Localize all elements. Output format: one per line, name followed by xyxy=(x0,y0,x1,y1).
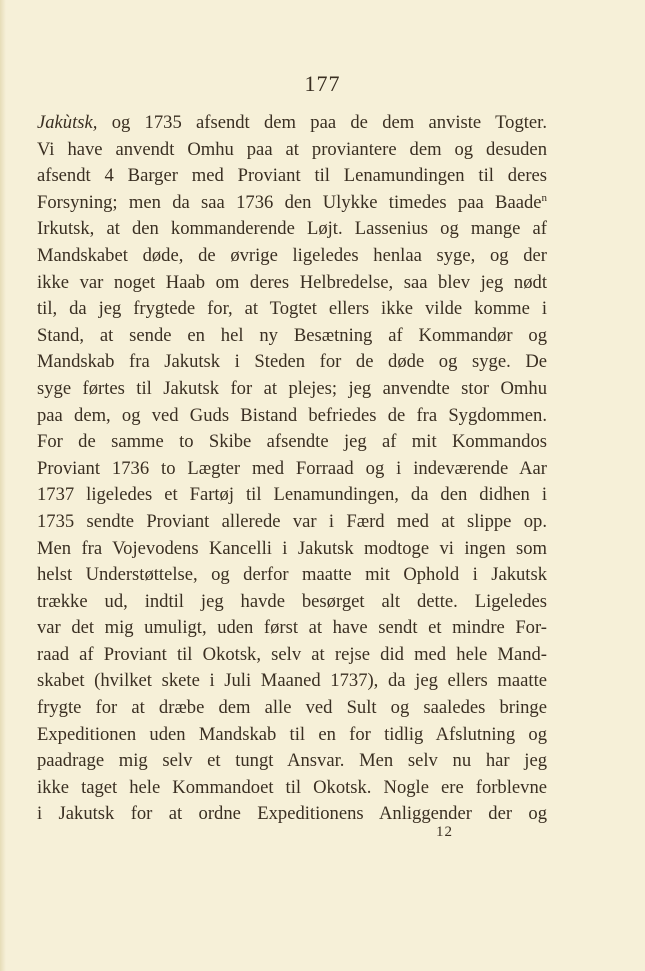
text-line-14: Proviant 1736 to Lægter med Forraad og i indeværende Aar xyxy=(37,457,547,479)
text-line-7: ikke var noget Haab om deres Helbredelse, saa blev jeg nødt xyxy=(37,271,547,293)
text-line-25: paadrage mig selv et tungt Ansvar. Men selv nu har jeg xyxy=(37,750,547,772)
superscript-n: n xyxy=(541,191,547,204)
text-line-27: i Jakutsk for at ordne Expeditionens Anliggender der og xyxy=(37,803,547,825)
page-edge xyxy=(0,0,6,971)
text-line-1 xyxy=(37,110,547,137)
text-line-5: Irkutsk, at den kommanderende Løjt. Lassenius og mange af xyxy=(37,218,547,240)
text-line-1-rest: og 1735 afsendt dem paa de dem anviste Togter. xyxy=(111,112,547,133)
place-name-italic: Jakùtsk, xyxy=(37,112,98,133)
text-line-21: raad af Proviant til Okotsk, selv at rejse did med hele Mand- xyxy=(37,643,547,665)
text-line-2: Vi have anvendt Omhu paa at proviantere dem og desuden xyxy=(37,138,547,160)
text-line-12: paa dem, og ved Guds Bistand befriedes de fra Sygdommen. xyxy=(37,404,547,426)
text-line-9: Stand, at sende en hel ny Besætning af Kommandør og xyxy=(37,324,547,346)
text-line-23: frygte for at dræbe dem alle ved Sult og saaledes bringe xyxy=(37,697,547,719)
text-line-15: 1737 ligeledes et Fartøj til Lenamundingen, da den didhen i xyxy=(37,484,547,506)
text-line-26: ikke taget hele Kommandoet til Okotsk. Nogle ere forblevne xyxy=(37,776,547,798)
text-line-18: helst Understøttelse, og derfor maatte mit Ophold i Jakutsk xyxy=(37,564,547,586)
text-line-17: Men fra Vojevodens Kancelli i Jakutsk modtoge vi ingen som xyxy=(37,537,547,559)
text-line-6: Mandskabet døde, de øvrige ligeledes henlaa syge, og der xyxy=(37,244,547,266)
text-line-20: var det mig umuligt, uden først at have sendt et mindre For- xyxy=(37,617,547,639)
text-line-22: skabet (hvilket skete i Juli Maaned 1737), da jeg ellers maatte xyxy=(37,670,547,692)
text-line-11: syge førtes til Jakutsk for at plejes; jeg anvendte stor Omhu xyxy=(37,377,547,399)
text-line-8: til, da jeg frygtede for, at Togtet ellers ikke vilde komme i xyxy=(37,298,547,320)
text-line-16: 1735 sendte Proviant allerede var i Færd med at slippe op. xyxy=(37,510,547,532)
text-line-3: afsendt 4 Barger med Proviant til Lenamundingen til deres xyxy=(37,165,547,187)
text-line-4 xyxy=(37,190,547,217)
text-line-10: Mandskab fra Jakutsk i Steden for de døde og syge. De xyxy=(37,351,547,373)
text-line-24: Expeditionen uden Mandskab til en for tidlig Afslutning og xyxy=(37,723,547,745)
text-line-4-main: Forsyning; men da saa 1736 den Ulykke timedes paa Baade xyxy=(37,191,542,213)
page-number: 177 xyxy=(304,71,341,96)
text-line-13: For de samme to Skibe afsendte jeg af mit Kommandos xyxy=(37,431,547,453)
text-line-19: trække ud, indtil jeg havde besørget alt dette. Ligeledes xyxy=(37,590,547,612)
signature-mark: 12 xyxy=(436,824,453,840)
body-text xyxy=(37,110,547,828)
